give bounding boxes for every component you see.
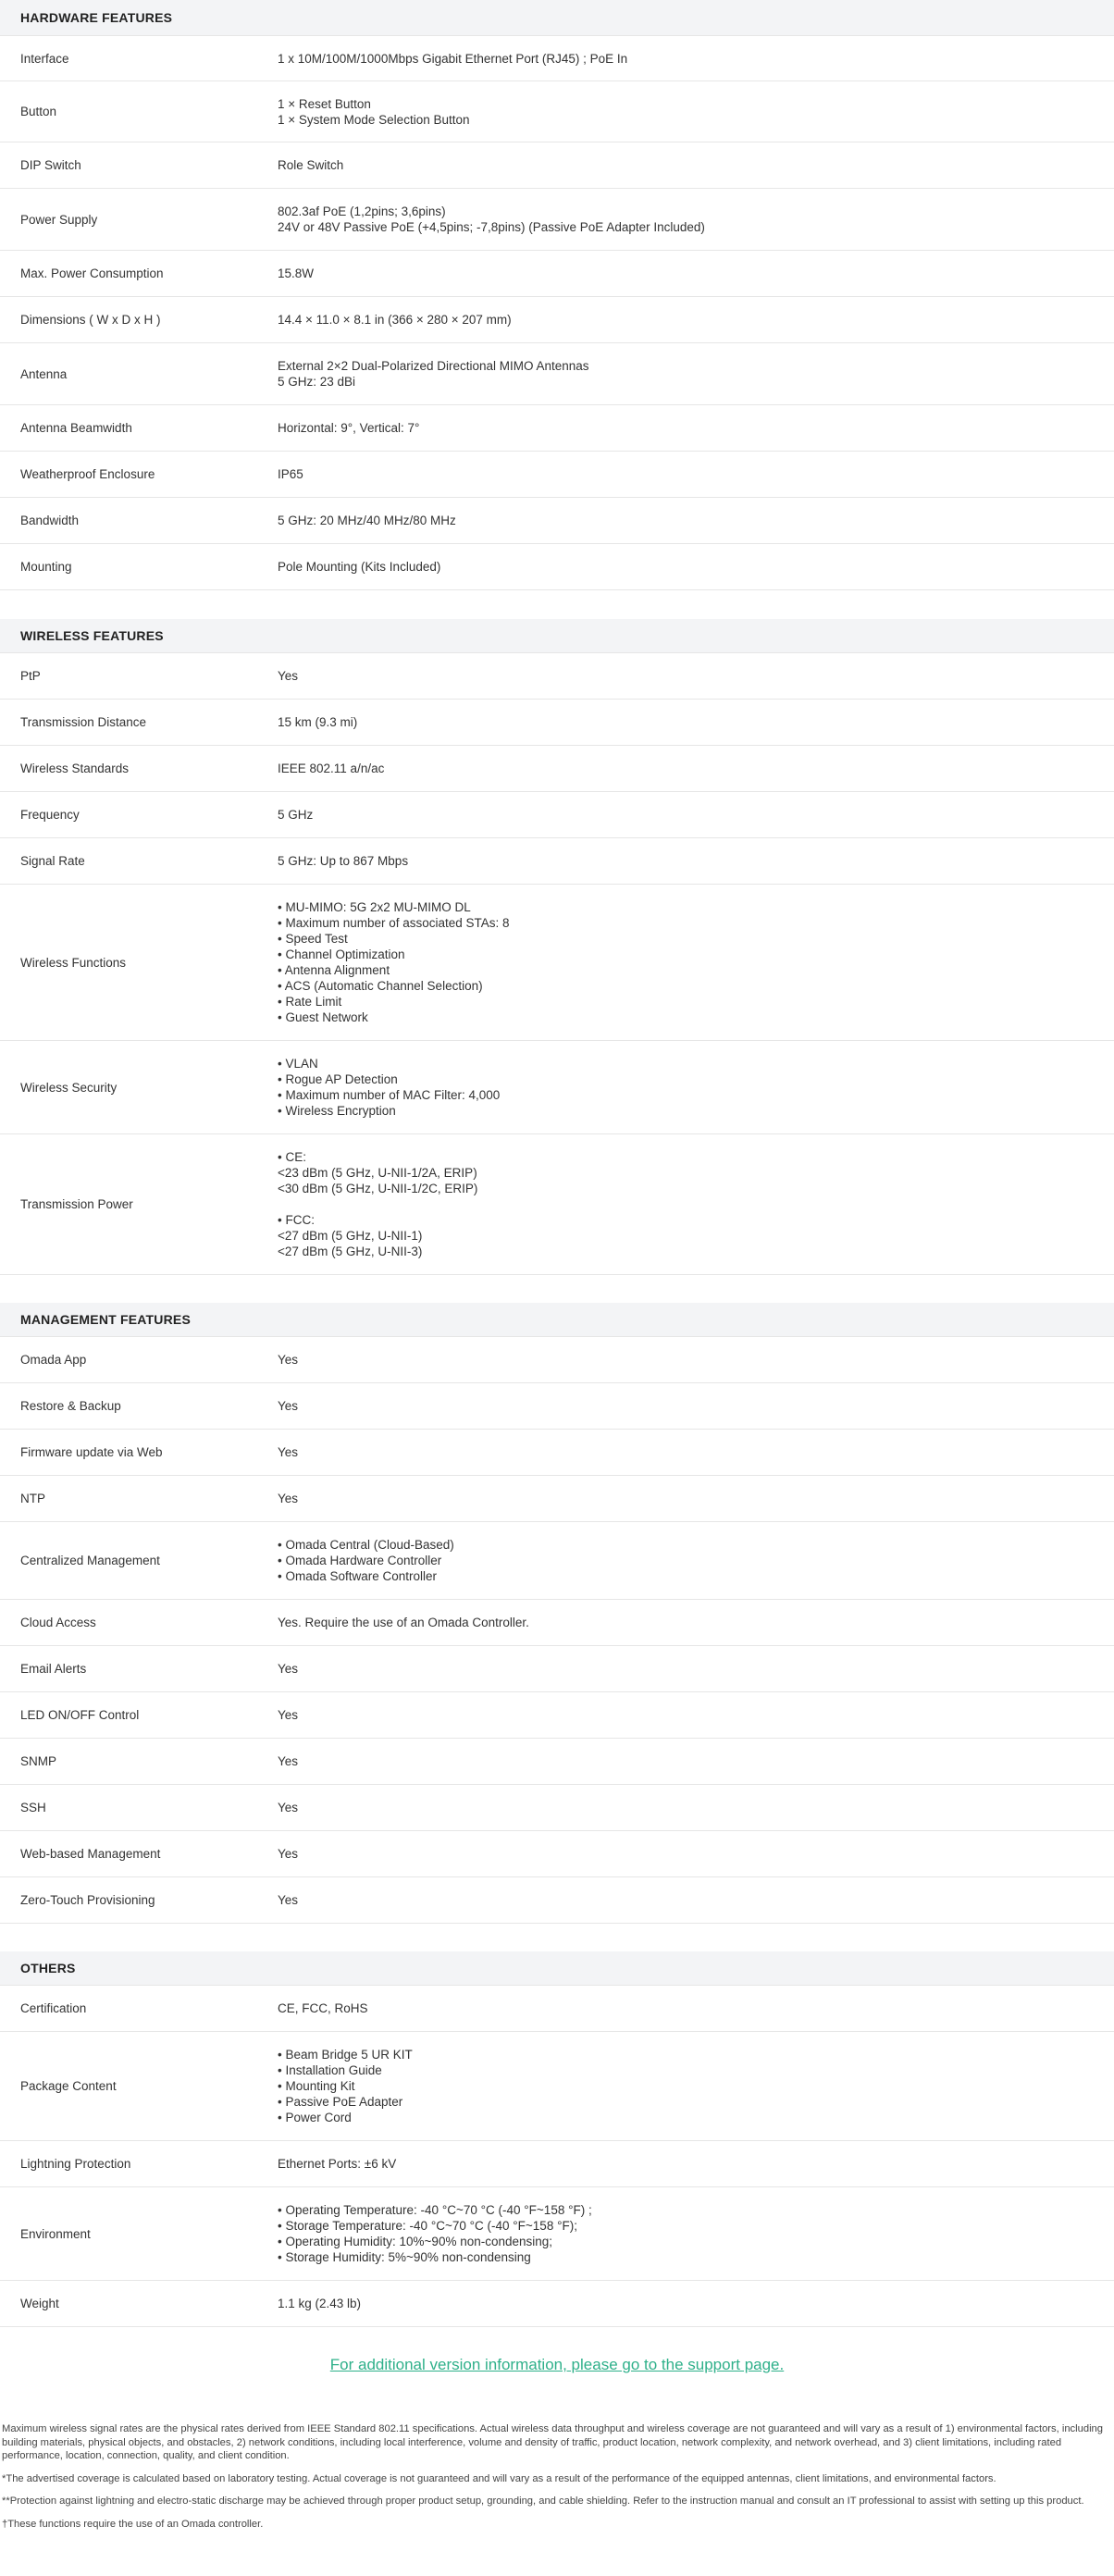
spec-label: Email Alerts xyxy=(20,1662,87,1676)
spec-label: Frequency xyxy=(20,808,80,822)
spec-row xyxy=(0,1739,1114,1785)
spec-value: Yes xyxy=(278,1492,299,1505)
spec-value: Horizontal: 9°, Vertical: 7° xyxy=(278,421,420,435)
spec-row xyxy=(0,1646,1114,1692)
spec-label: Antenna Beamwidth xyxy=(20,421,132,435)
spec-row xyxy=(0,1134,1114,1275)
spec-row xyxy=(0,498,1114,544)
spec-label: NTP xyxy=(20,1492,45,1505)
spec-label: SSH xyxy=(20,1801,46,1814)
section-others xyxy=(0,1951,1114,2327)
spec-row xyxy=(0,746,1114,792)
spec-value: Ethernet Ports: ±6 kV xyxy=(278,2157,397,2171)
spec-value: Yes xyxy=(278,1353,299,1367)
spec-label: Cloud Access xyxy=(20,1616,96,1629)
spec-label: Bandwidth xyxy=(20,514,80,527)
spec-row xyxy=(0,544,1114,590)
spec-row xyxy=(0,1785,1114,1831)
spec-label: Lightning Protection xyxy=(20,2157,131,2171)
spec-label: Environment xyxy=(20,2226,91,2241)
spec-value: 14.4 × 11.0 × 8.1 in (366 × 280 × 207 mm) xyxy=(278,313,512,327)
spec-row xyxy=(0,2281,1114,2327)
footnotes xyxy=(0,2422,1114,2541)
spec-label: Wireless Security xyxy=(20,1080,118,1095)
spec-value: Yes xyxy=(278,1801,299,1814)
spec-label: Dimensions ( W x D x H ) xyxy=(20,313,161,327)
spec-row xyxy=(0,2032,1114,2141)
spec-row xyxy=(0,1476,1114,1522)
spec-row xyxy=(0,1522,1114,1600)
spec-value: 1.1 kg (2.43 lb) xyxy=(278,2297,362,2310)
spec-value: Yes xyxy=(278,1893,299,1907)
spec-label: Signal Rate xyxy=(20,854,85,868)
spec-label: Package Content xyxy=(20,2079,117,2093)
spec-row xyxy=(0,885,1114,1041)
spec-value: 15 km (9.3 mi) xyxy=(278,715,358,729)
spec-row xyxy=(0,1877,1114,1924)
spec-label: Transmission Power xyxy=(20,1197,133,1211)
spec-label: Wireless Standards xyxy=(20,762,130,775)
spec-value: 5 GHz xyxy=(278,808,314,822)
spec-value: Pole Mounting (Kits Included) xyxy=(278,560,441,574)
footnote: Maximum wireless signal rates are the physical rates derived from IEEE Standard 802.11 specifications. Actual wireless data throughput and wireless coverage are not guaranteed and will vary as a result of 1) environmental factors, including building materials, physical objects, and obstacles, 2) network conditions, including local interference, volume and density of traffic, product location, network complexity, and network overhead, and 3) client limitations, including rated performance, location, connection, quality, and client condition. xyxy=(2,2423,1104,2462)
spec-row xyxy=(0,2187,1114,2281)
spec-label: LED ON/OFF Control xyxy=(20,1708,140,1722)
spec-row xyxy=(0,1600,1114,1646)
spec-value: 1 × Reset Button 1 × System Mode Selection Button xyxy=(278,96,470,127)
section-title: OTHERS xyxy=(0,1951,1114,1985)
spec-row xyxy=(0,81,1114,142)
spec-row xyxy=(0,1831,1114,1877)
spec-row xyxy=(0,36,1114,81)
footnote: *The advertised coverage is calculated based on laboratory testing. Actual coverage is not guaranteed and will vary as a result of the performance of the equipped antennas, client limitations, and environmental factors. xyxy=(2,2472,996,2484)
spec-value: CE, FCC, RoHS xyxy=(278,2001,368,2015)
spec-row xyxy=(0,2141,1114,2187)
spec-value: External 2×2 Dual-Polarized Directional MIMO Antennas 5 GHz: 23 dBi xyxy=(278,359,589,389)
section-management-features xyxy=(0,1303,1114,1924)
spec-label: Restore & Backup xyxy=(20,1399,121,1413)
spec-value: Yes xyxy=(278,669,299,683)
spec-value: Yes xyxy=(278,1847,299,1861)
spec-table xyxy=(0,1985,1114,2327)
spec-row xyxy=(0,1041,1114,1134)
spec-label: Centralized Management xyxy=(20,1554,160,1567)
spec-label: SNMP xyxy=(20,1754,57,1768)
spec-row xyxy=(0,405,1114,452)
spec-row xyxy=(0,700,1114,746)
spec-value: IP65 xyxy=(278,467,303,481)
spec-value: • Beam Bridge 5 UR KIT • Installation Guide • Mounting Kit • Passive PoE Adapter • Power Cord xyxy=(278,2048,413,2124)
spec-value: 802.3af PoE (1,2pins; 3,6pins) 24V or 48V Passive PoE (+4,5pins; -7,8pins) (Passive PoE Adapter Included) xyxy=(278,204,705,234)
spec-row xyxy=(0,251,1114,297)
spec-label: Weight xyxy=(20,2297,59,2310)
footnote: **Protection against lightning and electro-static discharge may be achieved through proper product setup, grounding, and cable shielding. Refer to the instruction manual and consult an IT professional to assist with setting up this product. xyxy=(2,2496,1084,2508)
section-wireless-features xyxy=(0,619,1114,1275)
section-title: WIRELESS FEATURES xyxy=(0,619,1114,652)
spec-label: Mounting xyxy=(20,560,72,574)
spec-value: • VLAN • Rogue AP Detection • Maximum number of MAC Filter: 4,000 • Wireless Encryption xyxy=(278,1057,501,1118)
spec-label: Button xyxy=(20,105,57,118)
spec-value: Role Switch xyxy=(278,158,344,172)
spec-value: • Operating Temperature: -40 °C~70 °C (-40 °F~158 °F) ; • Storage Temperature: -40 °C~70 °C (-40 °F~158 °F); • Operating Humidity: 10%~90% non-condensing; • Storage Humidity: 5%~90% non-condensing xyxy=(278,2203,592,2264)
spec-label: Weatherproof Enclosure xyxy=(20,467,155,481)
spec-label: Web-based Management xyxy=(20,1847,161,1861)
spec-table xyxy=(0,652,1114,1275)
spec-row xyxy=(0,189,1114,251)
spec-row xyxy=(0,343,1114,405)
spec-value: IEEE 802.11 a/n/ac xyxy=(278,762,385,775)
spec-row xyxy=(0,1383,1114,1430)
spec-row xyxy=(0,653,1114,700)
spec-value: Yes. Require the use of an Omada Controller. xyxy=(278,1616,529,1629)
spec-row xyxy=(0,1986,1114,2032)
spec-value: 5 GHz: Up to 867 Mbps xyxy=(278,854,409,868)
spec-label: PtP xyxy=(20,669,41,683)
spec-label: DIP Switch xyxy=(20,158,81,172)
spec-value: • Omada Central (Cloud-Based) • Omada Hardware Controller • Omada Software Controller xyxy=(278,1538,454,1583)
spec-label: Max. Power Consumption xyxy=(20,266,164,280)
spec-row xyxy=(0,792,1114,838)
spec-label: Interface xyxy=(20,51,69,66)
spec-value: Yes xyxy=(278,1399,299,1413)
spec-label: Firmware update via Web xyxy=(20,1445,163,1459)
footnote: †These functions require the use of an Omada controller. xyxy=(2,2518,264,2530)
spec-label: Omada App xyxy=(20,1353,87,1367)
spec-value: • MU-MIMO: 5G 2x2 MU-MIMO DL • Maximum number of associated STAs: 8 • Speed Test • Channel Optimization • Antenna Alignment • ACS (Automatic Channel Selection) • Rate Limit • Guest Network xyxy=(278,900,510,1024)
spec-row xyxy=(0,297,1114,343)
spec-table xyxy=(0,1336,1114,1924)
spec-value: Yes xyxy=(278,1708,299,1722)
spec-row xyxy=(0,1337,1114,1383)
spec-row xyxy=(0,452,1114,498)
spec-row xyxy=(0,142,1114,189)
spec-value: 15.8W xyxy=(278,266,315,280)
spec-label: Power Supply xyxy=(20,212,98,227)
spec-value: • CE: <23 dBm (5 GHz, U-NII-1/2A, ERIP) <30 dBm (5 GHz, U-NII-1/2C, ERIP) • FCC: <27 dBm (5 GHz, U-NII-1) <27 dBm (5 GHz, U-NII-3) xyxy=(278,1150,478,1258)
spec-table xyxy=(0,35,1114,590)
section-title: MANAGEMENT FEATURES xyxy=(0,1303,1114,1336)
spec-label: Antenna xyxy=(20,366,68,381)
spec-row xyxy=(0,1430,1114,1476)
spec-value: 1 x 10M/100M/1000Mbps Gigabit Ethernet Port (RJ45) ; PoE In xyxy=(278,51,628,66)
spec-label: Zero-Touch Provisioning xyxy=(20,1893,155,1907)
spec-row xyxy=(0,1692,1114,1739)
spec-row xyxy=(0,838,1114,885)
spec-label: Transmission Distance xyxy=(20,715,147,729)
spec-value: Yes xyxy=(278,1754,299,1768)
spec-value: Yes xyxy=(278,1662,299,1676)
section-title: HARDWARE FEATURES xyxy=(0,0,1114,35)
spec-value: Yes xyxy=(278,1445,299,1459)
spec-label: Certification xyxy=(20,2001,87,2015)
spec-label: Wireless Functions xyxy=(20,955,127,970)
section-hardware-features xyxy=(0,0,1114,590)
spec-value: 5 GHz: 20 MHz/40 MHz/80 MHz xyxy=(278,514,456,527)
support-page-link[interactable]: For additional version information, please go to the support page. xyxy=(329,2356,785,2373)
